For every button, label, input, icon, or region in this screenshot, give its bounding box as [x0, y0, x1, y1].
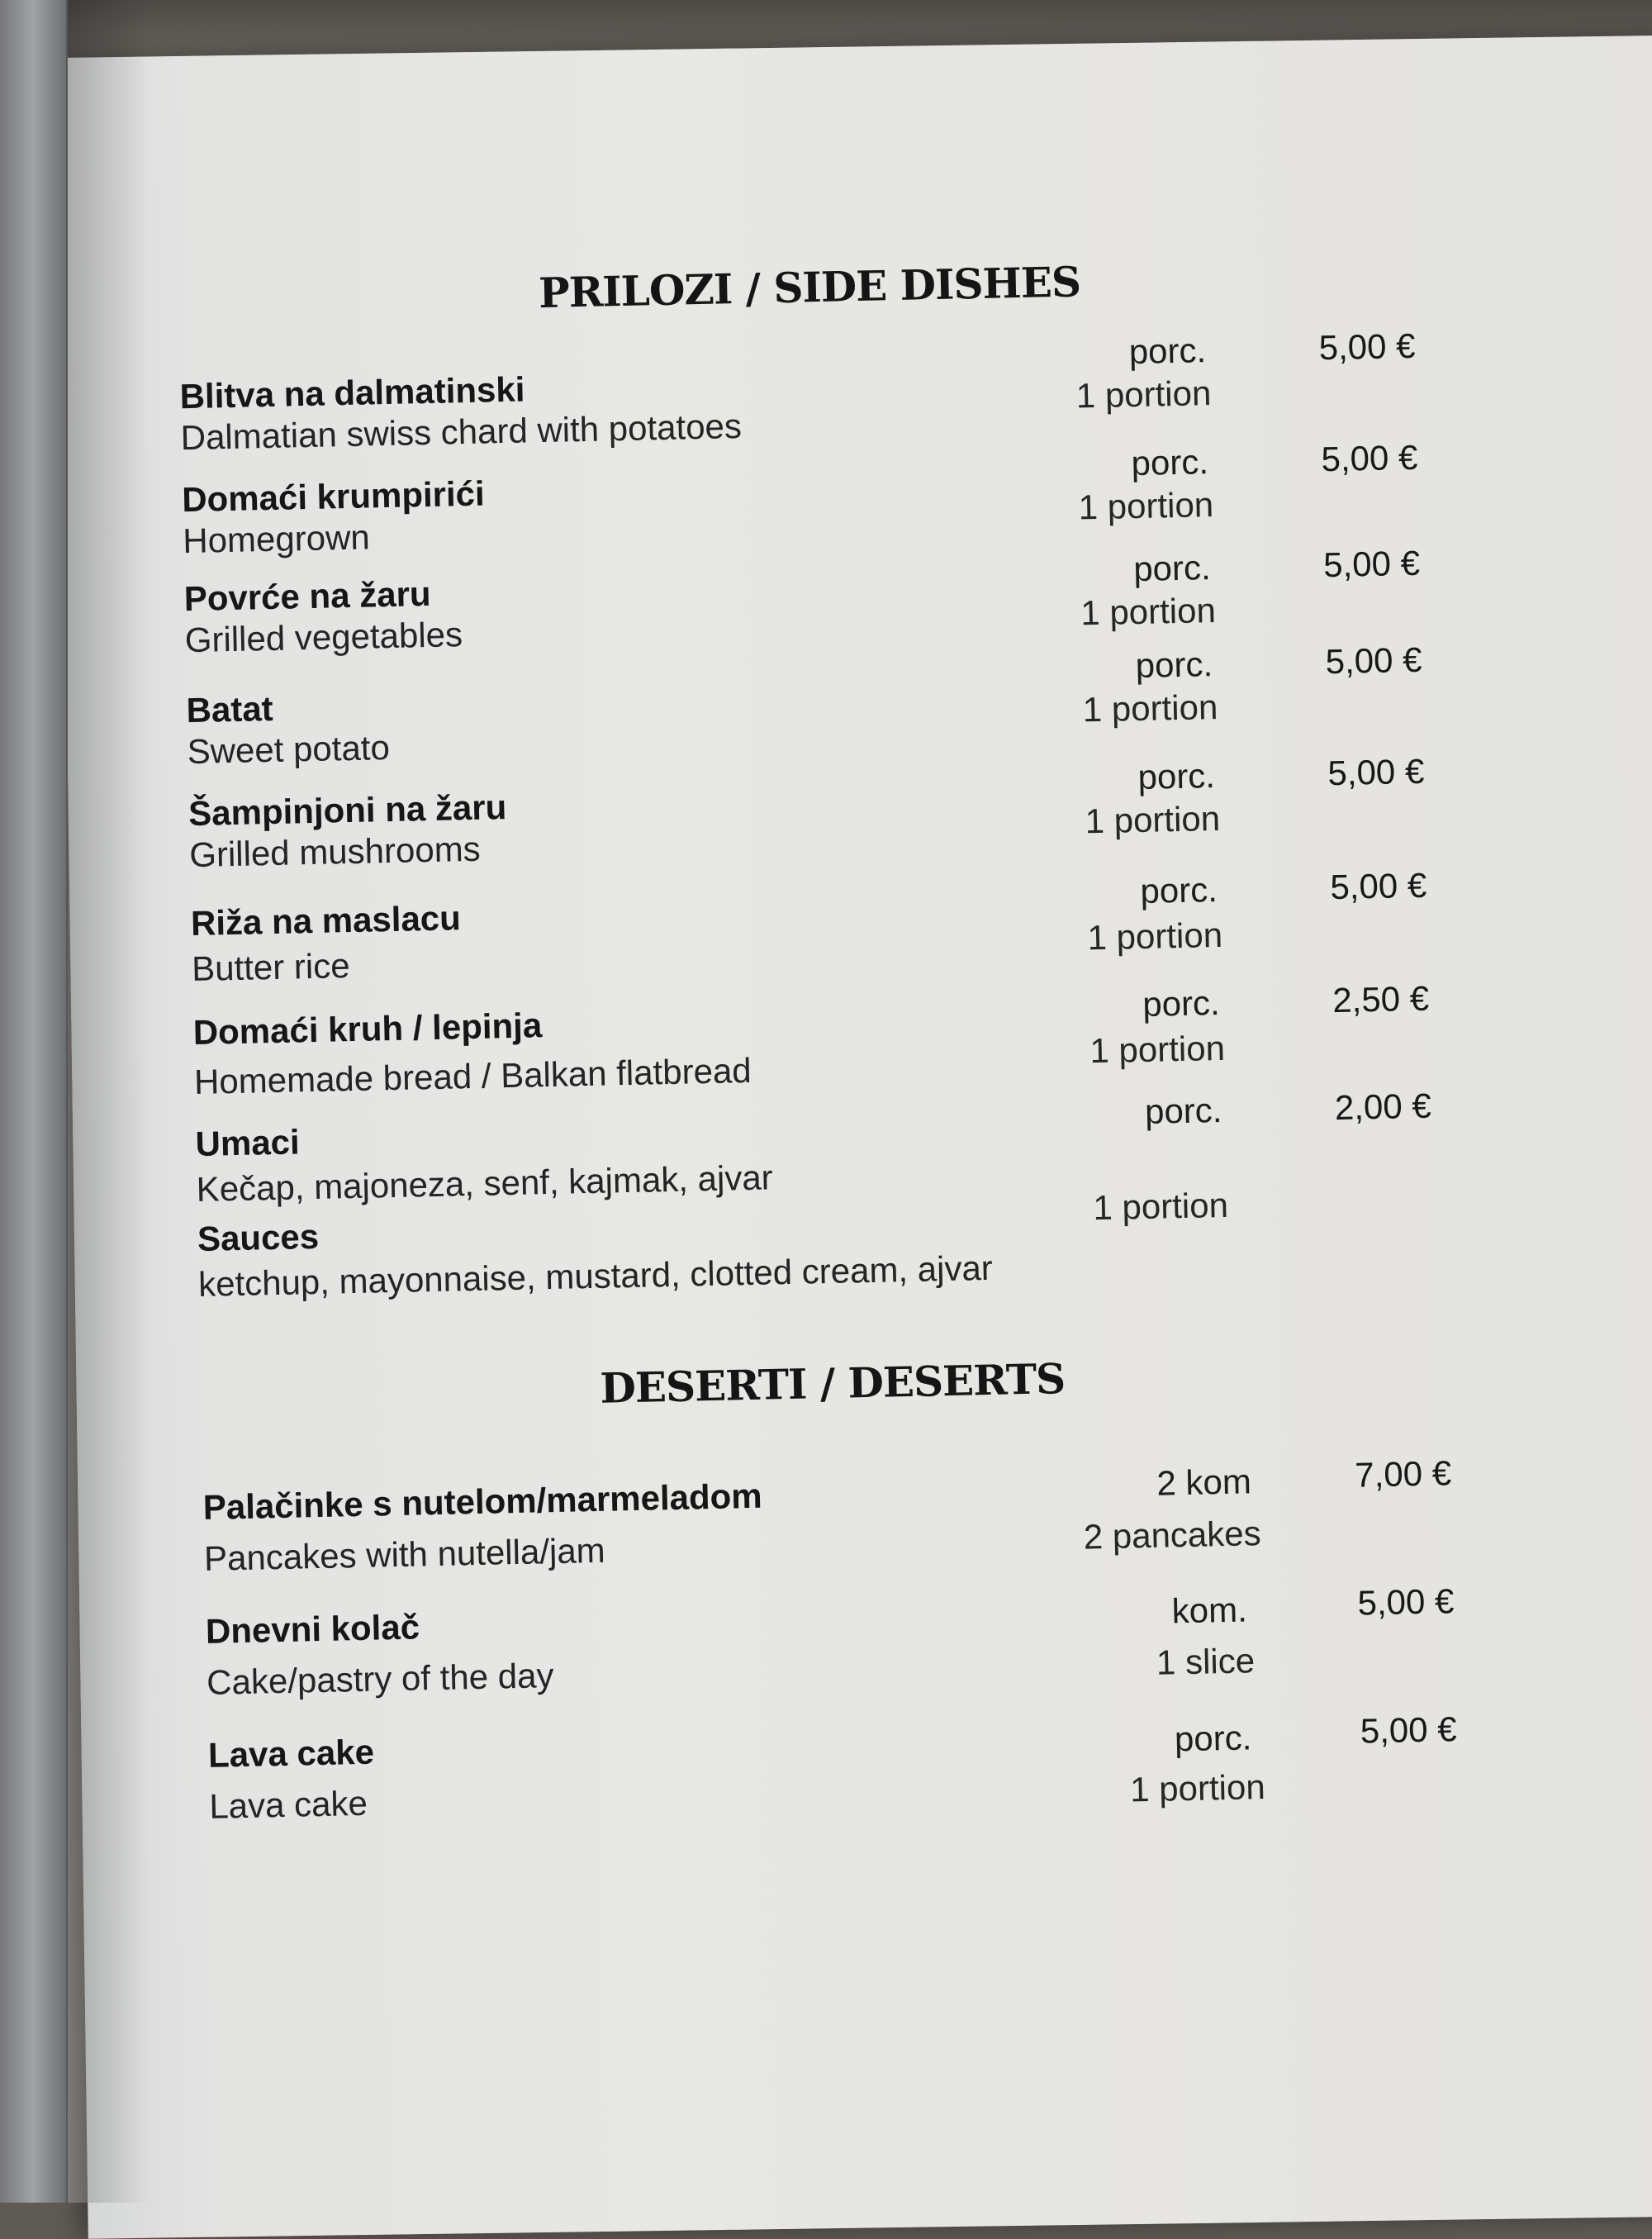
item-price: 7,00 € [1354, 1453, 1452, 1495]
item-unit-en: 2 pancakes [1083, 1514, 1262, 1557]
item-description: Lava cake [208, 1783, 368, 1826]
item-description-en: ketchup, mayonnaise, mustard, clotted cream, ajvar [197, 1248, 994, 1304]
item-price: 5,00 € [1322, 543, 1421, 585]
item-unit-en: 1 portion [1078, 485, 1214, 527]
section-title-desserts: DESERTI / DESERTS [599, 1354, 1066, 1413]
item-unit-en: 1 portion [1087, 915, 1223, 958]
item-name: Blitva na dalmatinski [179, 369, 525, 416]
item-unit: porc. [1128, 330, 1207, 372]
item-unit-en: 1 portion [1082, 687, 1218, 730]
item-description: Butter rice [191, 946, 351, 989]
item-description: Grilled vegetables [184, 615, 463, 660]
item-name-en: Sauces [197, 1216, 320, 1258]
item-unit: porc. [1174, 1718, 1252, 1759]
item-unit-en: 1 portion [1085, 798, 1221, 841]
item-price: 5,00 € [1327, 751, 1425, 793]
item-name: Povrće na žaru [183, 573, 432, 619]
item-unit: porc. [1144, 1090, 1222, 1131]
item-unit-en: 1 portion [1092, 1185, 1229, 1228]
item-name: Domaći krumpirići [181, 473, 486, 520]
item-description: Homegrown [182, 517, 371, 561]
item-price: 2,00 € [1334, 1086, 1432, 1128]
item-price: 5,00 € [1325, 639, 1422, 682]
menu-item [0, 326, 1637, 458]
item-unit: porc. [1142, 983, 1221, 1024]
menu-item [8, 1453, 1652, 1578]
item-unit: 2 kom [1156, 1462, 1252, 1503]
item-unit: porc. [1139, 870, 1218, 910]
item-price: 2,50 € [1332, 978, 1430, 1020]
item-name: Domaći kruh / lepinja [192, 1005, 543, 1053]
item-name: Lava cake [207, 1732, 375, 1775]
menu-item [12, 1581, 1652, 1702]
item-description: Pancakes with nutella/jam [203, 1530, 606, 1578]
item-unit: porc. [1131, 442, 1209, 483]
item-price: 5,00 € [1360, 1709, 1458, 1751]
item-name: Riža na maslacu [190, 898, 462, 944]
item-unit: porc. [1137, 756, 1216, 797]
menu-item [0, 639, 1644, 772]
item-description: Homemade bread / Balkan flatbread [193, 1050, 752, 1102]
item-unit: porc. [1132, 548, 1212, 589]
item-price: 5,00 € [1329, 865, 1427, 907]
item-unit-en: 1 portion [1075, 373, 1212, 416]
section-title-side-dishes: PRILOZI / SIDE DISHES [538, 257, 1081, 318]
item-description: Cake/pastry of the day [206, 1656, 554, 1702]
item-name: Dnevni kolač [205, 1607, 420, 1651]
menu-item [0, 865, 1648, 989]
item-price: 5,00 € [1357, 1581, 1455, 1623]
item-price: 5,00 € [1321, 437, 1418, 479]
item-unit-en: 1 portion [1129, 1767, 1266, 1809]
item-price: 5,00 € [1318, 326, 1416, 368]
item-name: Palačinke s nutelom/marmeladom [202, 1476, 763, 1527]
item-unit: porc. [1135, 644, 1213, 686]
item-name: Batat [186, 688, 274, 730]
item-unit-en: 1 portion [1080, 591, 1217, 633]
item-name: Šampinjoni na žaru [188, 787, 507, 834]
item-name: Umaci [195, 1122, 301, 1164]
item-unit-en: 1 slice [1156, 1641, 1256, 1682]
menu-item [14, 1705, 1652, 1826]
item-description: Sweet potato [187, 727, 391, 772]
item-unit-en: 1 portion [1089, 1028, 1226, 1071]
item-unit: kom. [1171, 1590, 1248, 1631]
item-description: Kečap, majoneza, senf, kajmak, ajvar [196, 1158, 774, 1209]
item-description: Grilled mushrooms [188, 829, 482, 875]
item-description: Dalmatian swiss chard with potatoes [180, 406, 743, 458]
